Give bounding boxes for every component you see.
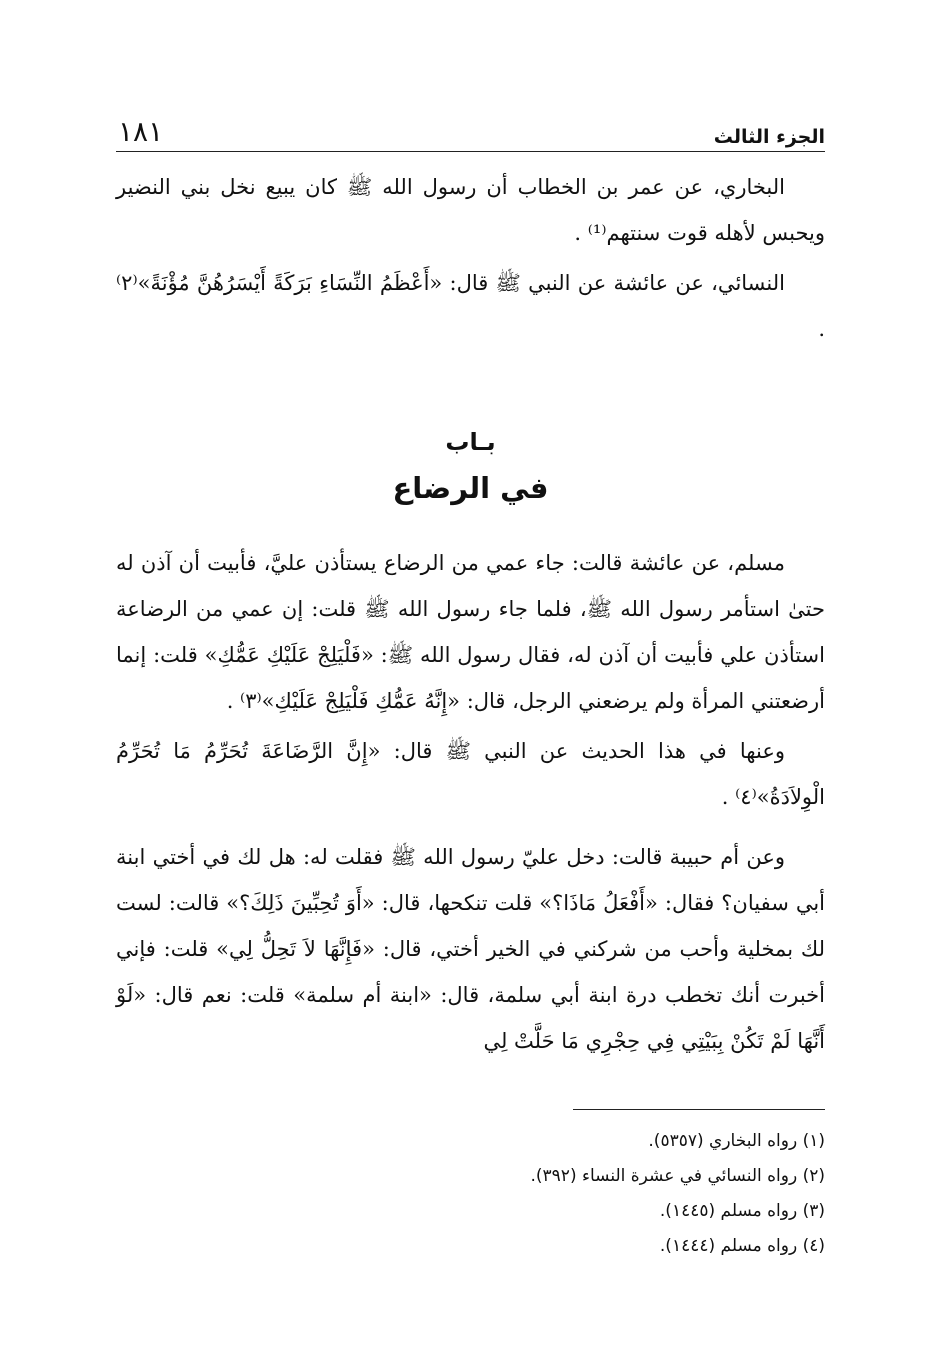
footnote-3: (٣) رواه مسلم (١٤٤٥).: [659, 1201, 825, 1221]
footnote-2: (٢) رواه النسائي في عشرة النساء (٣٩٢).: [530, 1166, 825, 1186]
paragraph-aisha-hadith: وعنها في هذا الحديث عن النبي ﷺ قال: «إِنَّ الرَّضَاعَةَ تُحَرِّمُ مَا تُحَرِّمُ الْوِلاَدَةُ»⁽٤⁾ .: [116, 739, 825, 809]
page-header: [118, 112, 825, 148]
footnotes: [225, 1124, 825, 1264]
running-head: الجزء الثالث: [713, 126, 825, 148]
section-subheading: في الرضاع: [392, 471, 549, 505]
footnote-rule: [573, 1109, 825, 1110]
paragraph-muslim-aisha: مسلم، عن عائشة قالت: جاء عمي من الرضاع يستأذن عليَّ، فأبيت أن آذن له حتىٰ استأمر رسول الله ﷺ، فلما جاء رسول الله ﷺ قلت: إن عمي من الرضاعة استأذن علي فأبيت أن آذن له، فقال رسول الله ﷺ: «فَلْيَلِجْ عَلَيْكِ عَمُّكِ» قلت: إنما أرضعتني المرأة ولم يرضعني الرجل، قال: «إِنَّهُ عَمُّكِ فَلْيَلِجْ عَلَيْكِ»⁽٣⁾ .: [116, 551, 825, 713]
header-rule: [116, 151, 825, 152]
paragraph-umm-habiba: وعن أم حبيبة قالت: دخل عليّ رسول الله ﷺ فقلت له: هل لك في أختي ابنة أبي سفيان؟ فقال: «أَفْعَلُ مَاذَا؟» قلت تنكحها، قال: «أَوَ تُحِبِّينَ ذَلِكَ؟» قالت: لست لك بمخلية وأحب من شركني في الخير أختي، قال: «فَإِنَّهَا لاَ تَحِلُّ لِي» قلت: فإني أخبرت أنك تخطب درة ابنة أبي سلمة، قال: «ابنة أم سلمة» قلت: نعم قال: «لَوْ أَنَّهَا لَمْ تَكُنْ بِبَيْتِي فِي حِجْرِي مَا حَلَّتْ لِي: [116, 845, 825, 1053]
section-title: [116, 422, 825, 514]
section-heading: بـاب: [445, 428, 496, 456]
footnote-1: (١) رواه البخاري (٥٣٥٧).: [648, 1131, 825, 1151]
page-body: [116, 164, 825, 1064]
footnote-4: (٤) رواه مسلم (١٤٤٤).: [659, 1236, 825, 1256]
paragraph-bukhari: البخاري، عن عمر بن الخطاب أن رسول الله ﷺ كان يبيع نخل بني النضير ويحبس لأهله قوت سنتهم⁽¹⁾ .: [116, 175, 825, 245]
page-number: ١٨١: [118, 115, 164, 148]
paragraph-nasai: النسائي، عن عائشة عن النبي ﷺ قال: «أَعْظَمُ النِّسَاءِ بَرَكَةً أَيْسَرُهُنَّ مُؤْنَةً»⁽٢⁾ .: [116, 271, 825, 341]
